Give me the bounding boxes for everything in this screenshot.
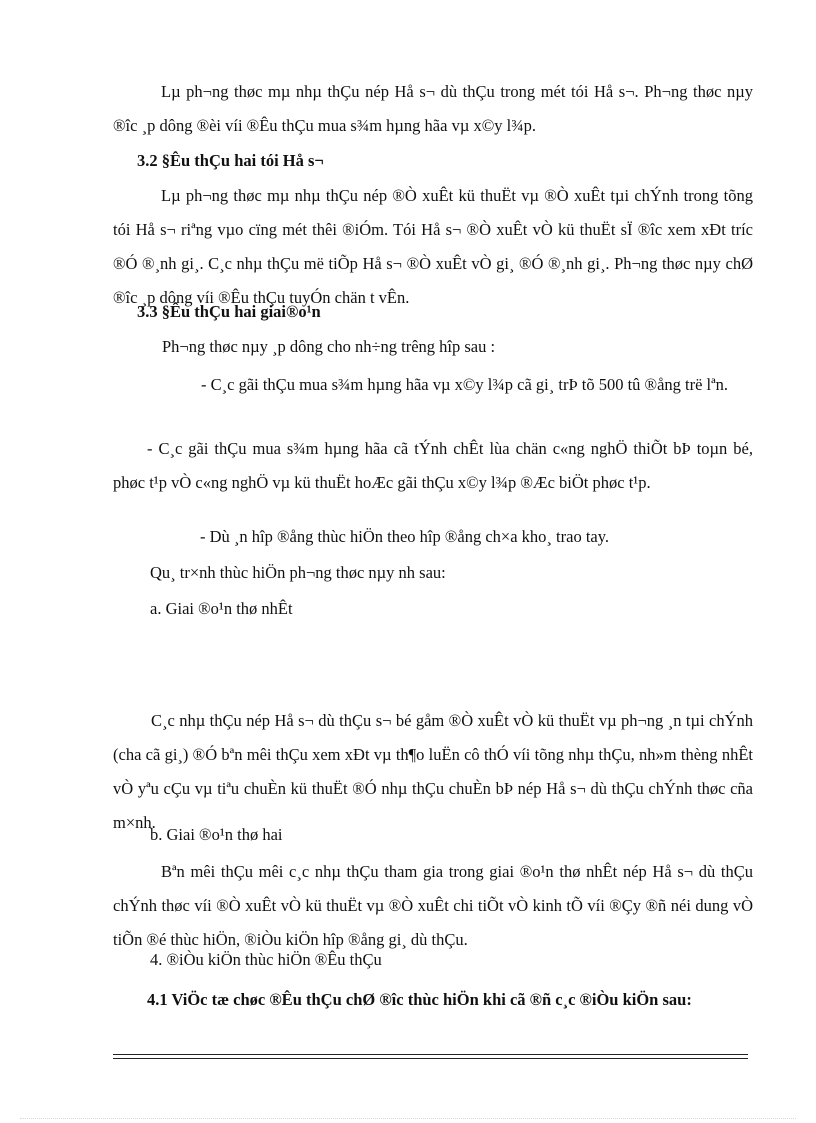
- paragraph-case-3: - Dù ¸n hîp ®ång thùc hiÖn theo hîp ®ång ch×a kho¸ trao tay.: [200, 527, 610, 546]
- heading-3-2: 3.2 §Êu thÇu hai tói Hå s¬: [137, 151, 324, 170]
- paragraph-case-2: - C¸c gãi thÇu mua s¾m hµng hãa cã tÝnh chÊt lùa chän c«ng nghÖ thiÕt bÞ toµn bé, phøc t¹p vÒ c«ng nghÖ vµ kü thuËt hoÆc gãi thÇu x©y l¾p ®Æc biÖt phøc t¹p.: [113, 439, 753, 492]
- paragraph-two-envelope: Lµ ph¬ng thøc mµ nhµ thÇu nép ®Ò xuÊt kü thuËt vµ ®Ò xuÊt tµi chÝnh trong tõng tói Hå s¬ riªng vµo cïng mét thêi ®iÓm. Tói Hå s¬ ®Ò xuÊt vÒ kü thuËt sÏ ®îc xem xÐt tríc ®Ó ®¸nh gi¸. C¸c nhµ thÇu më tiÕp Hå s¬ ®Ò xuÊt vÒ gi¸ ®Ó ®¸nh gi¸. Ph¬ng thøc nµy chØ ®îc ¸p dông víi ®Êu thÇu tuyÓn chän t vÊn.: [113, 186, 753, 307]
- footer-rule-top: [113, 1054, 748, 1055]
- paragraph-single-envelope: Lµ ph¬ng thøc mµ nhµ thÇu nép Hå s¬ dù thÇu trong mét tói Hå s¬. Ph¬ng thøc nµy ®îc ¸p dông ®èi víi ®Êu thÇu mua s¾m hµng hãa vµ x©y l¾p.: [113, 82, 753, 135]
- heading-4-1: 4.1 ViÖc tæ chøc ®Êu thÇu chØ ®îc thùc hiÖn khi cã ®ñ c¸c ®iÒu kiÖn sau:: [147, 990, 692, 1009]
- footer-rule-bottom: [113, 1058, 748, 1059]
- paragraph-conditions-title: 4. ®iÒu kiÖn thùc hiÖn ®Êu thÇu: [150, 950, 382, 969]
- paragraph-case-1: - C¸c gãi thÇu mua s¾m hµng hãa vµ x©y l¾p cã gi¸ trÞ tõ 500 tû ®ång trë lªn.: [201, 375, 729, 394]
- paragraph-stage-two-label: b. Giai ®o¹n thø hai: [150, 825, 283, 844]
- paragraph-process: Qu¸ tr×nh thùc hiÖn ph¬ng thøc nµy nh sau:: [150, 563, 446, 582]
- heading-3-3: 3.3 §Êu thÇu hai giai®o¹n: [137, 302, 321, 321]
- paragraph-stage-one-label: a. Giai ®o¹n thø nhÊt: [150, 599, 293, 618]
- paragraph-applies-to: Ph¬ng thøc nµy ¸p dông cho nh÷ng trêng hîp sau :: [162, 337, 496, 356]
- page-edge-divider: [20, 1118, 796, 1119]
- paragraph-stage-one: C¸c nhµ thÇu nép Hå s¬ dù thÇu s¬ bé gåm ®Ò xuÊt vÒ kü thuËt vµ ph¬ng ¸n tµi chÝnh (cha cã gi¸) ®Ó bªn mêi thÇu xem xÐt vµ th¶o luËn cô thÓ víi tõng nhµ thÇu, nh»m thèng nhÊt vÒ yªu cÇu vµ tiªu chuÈn kü thuËt ®Ó nhµ thÇu chuÈn bÞ nép Hå s¬ dù thÇu chÝnh thøc cña m×nh.: [113, 711, 753, 832]
- paragraph-stage-two: Bªn mêi thÇu mêi c¸c nhµ thÇu tham gia trong giai ®o¹n thø nhÊt nép Hå s¬ dù thÇu chÝnh thøc víi ®Ò xuÊt vÒ kü thuËt vµ ®Ò xuÊt chi tiÕt vÒ kinh tÕ víi ®Çy ®ñ néi dung vÒ tiÕn ®é thùc hiÖn, ®iÒu kiÖn hîp ®ång gi¸ dù thÇu.: [113, 862, 753, 949]
